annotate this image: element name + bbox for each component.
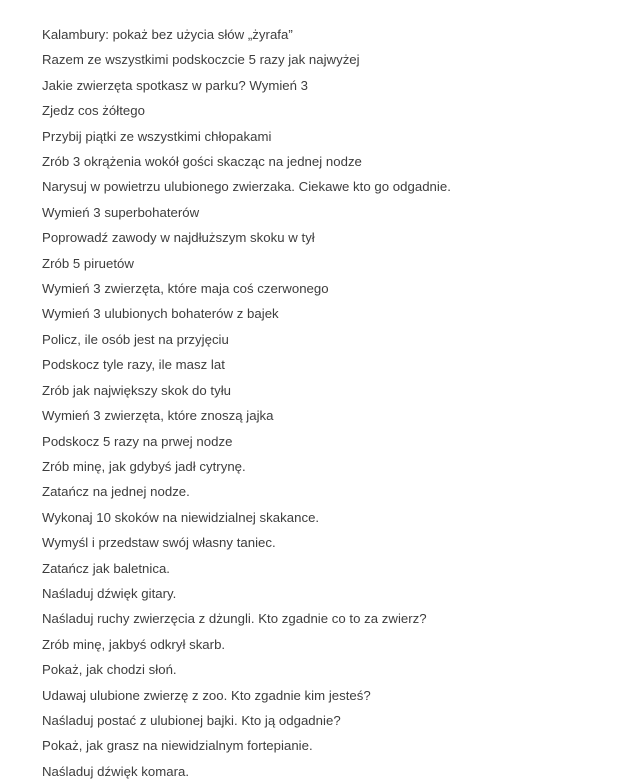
task-item: Wymień 3 superbohaterów: [42, 204, 200, 220]
task-item: Naśladuj dźwięk komara.: [42, 763, 190, 779]
task-item: Kalambury: pokaż bez użycia słów „żyrafa”: [42, 27, 293, 42]
task-item: Zatańcz jak baletnica.: [42, 560, 170, 576]
task-item: Wymień 3 ulubionych bohaterów z bajek: [42, 306, 279, 322]
task-item: Poprowadź zawody w najdłuższym skoku w tył: [42, 230, 315, 246]
task-item: Zrób 5 piruetów: [42, 255, 134, 271]
task-item: Naśladuj ruchy zwierzęcia z dżungli. Kto zgadnie co to za zwierz?: [42, 611, 427, 627]
task-item: Wymień 3 zwierzęta, które znoszą jajka: [42, 408, 274, 424]
task-item: Razem ze wszystkimi podskoczcie 5 razy jak najwyżej: [42, 52, 360, 68]
task-item: Zatańcz na jednej nodze.: [42, 484, 190, 500]
task-item: Pokaż, jak grasz na niewidzialnym fortepianie.: [42, 738, 313, 754]
task-item: Zjedz cos żółtego: [42, 103, 145, 119]
task-item: Jakie zwierzęta spotkasz w parku? Wymień 3: [42, 77, 309, 93]
task-item: Naśladuj postać z ulubionej bajki. Kto ją odgadnie?: [42, 712, 341, 728]
task-item: Policz, ile osób jest na przyjęciu: [42, 331, 229, 347]
task-item: Podskocz 5 razy na prwej nodze: [42, 433, 233, 449]
task-item: Zrób minę, jak gdybyś jadł cytrynę.: [42, 458, 246, 474]
task-item: Wymyśl i przedstaw swój własny taniec.: [42, 535, 276, 551]
task-item: Pokaż, jak chodzi słoń.: [42, 662, 177, 678]
task-item: Zrób minę, jakbyś odkrył skarb.: [42, 636, 226, 652]
task-item: Zrób jak największy skok do tyłu: [42, 382, 231, 398]
task-item: Przybij piątki ze wszystkimi chłopakami: [42, 128, 272, 144]
task-item: Podskocz tyle razy, ile masz lat: [42, 357, 225, 373]
task-item: Udawaj ulubione zwierzę z zoo. Kto zgadnie kim jesteś?: [42, 687, 371, 703]
task-item: Wymień 3 zwierzęta, które maja coś czerwonego: [42, 281, 329, 297]
task-item: Zrób 3 okrążenia wokół gości skacząc na jednej nodze: [42, 154, 362, 170]
task-item: Naśladuj dźwięk gitary.: [42, 585, 177, 601]
task-item: Narysuj w powietrzu ulubionego zwierzaka. Ciekawe kto go odgadnie.: [42, 179, 451, 195]
task-list: [42, 22, 610, 784]
task-item: Wykonaj 10 skoków na niewidzialnej skakance.: [42, 509, 320, 525]
